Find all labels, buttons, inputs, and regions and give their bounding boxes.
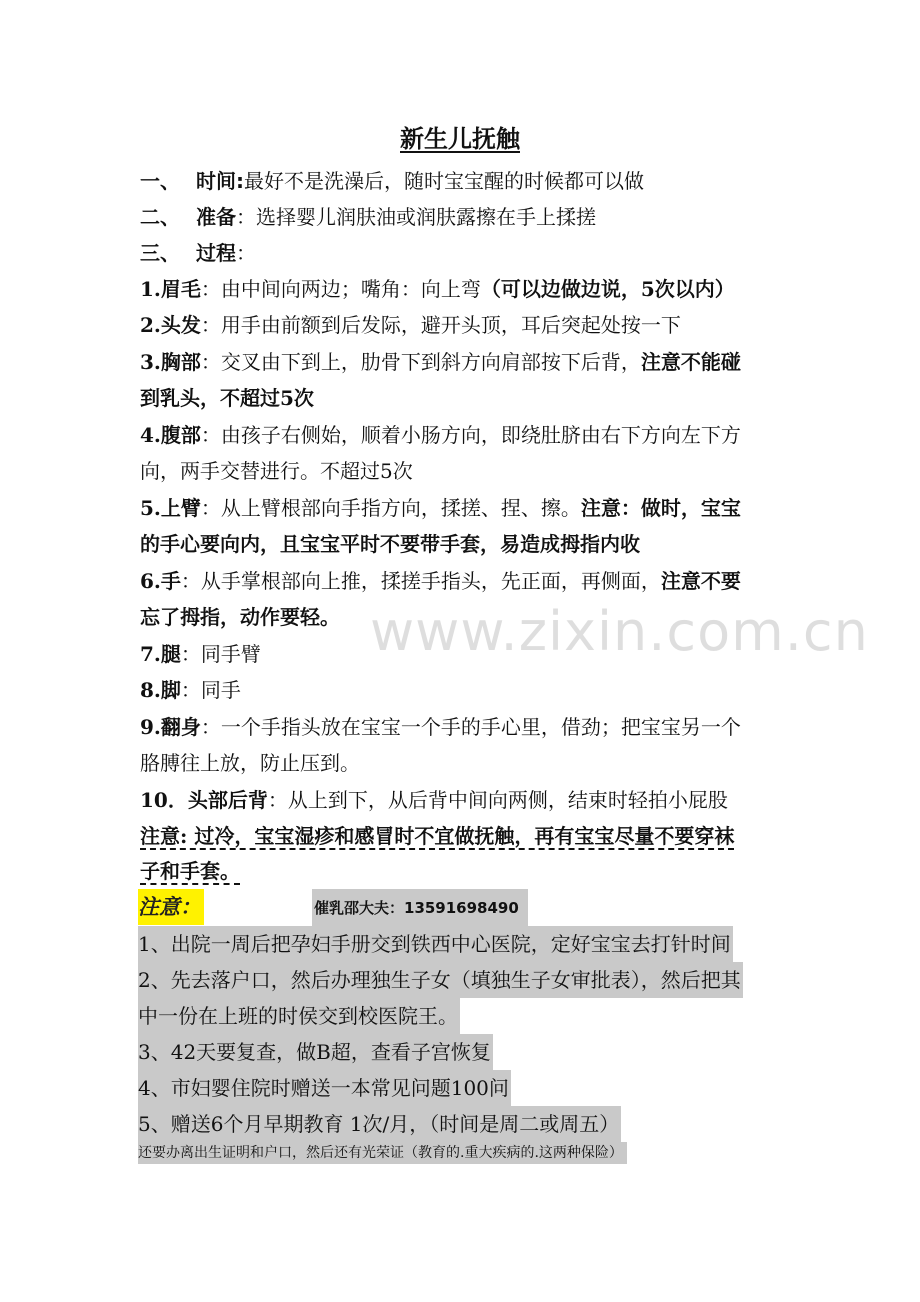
section-time: [140, 163, 785, 199]
step-hand: [140, 563, 785, 599]
step-text: ：从上到下，从后背中间向两侧，结束时轻拍小屁股: [267, 788, 728, 812]
section-number: 一、: [140, 169, 180, 193]
step-text: ：一个手指头放在宝宝一个手的手心里，借劲；把宝宝另一个: [200, 715, 741, 739]
step-arm: [140, 490, 785, 526]
step-bold: 注意不要: [660, 569, 741, 593]
step-back: [140, 782, 785, 818]
step-label: 4.腹部: [140, 423, 201, 447]
step-label: 1.眉毛: [140, 277, 201, 301]
step-eyebrow: [140, 271, 785, 307]
step-label: 7.腿: [140, 642, 181, 666]
step-label: 3.胸部: [140, 350, 201, 374]
step-text: ：用手由前额到后发际，避开头顶，耳后突起处按一下: [200, 313, 681, 337]
notice-item: 3、42天要复查，做B超，查看子宫恢复: [138, 1034, 493, 1070]
doctor-contact: 催乳邵大夫：13591698490: [312, 889, 528, 927]
step-turn-cont: 胳膊往上放，防止压到。: [140, 751, 360, 775]
section-text: ：: [236, 241, 256, 265]
step-bold: 注意：做时，宝宝: [580, 496, 741, 520]
step-hair: [140, 307, 785, 343]
notice-label: 注意：: [138, 889, 204, 925]
step-label: 8.脚: [140, 678, 181, 702]
notice-item: 1、出院一周后把孕妇手册交到铁西中心医院，定好宝宝去打针时间: [138, 926, 733, 962]
section-number: 二、: [140, 205, 180, 229]
step-label: 10．头部后背: [140, 788, 268, 812]
step-foot: [140, 672, 785, 708]
caution-text-cont: 子和手套。: [140, 859, 240, 883]
notice-item: 2、先去落户口，然后办理独生子女（填独生子女审批表），然后把其: [138, 962, 743, 998]
section-number: 三、: [140, 241, 180, 265]
step-text: ：交叉由下到上，肋骨下到斜方向肩部按下后背，: [200, 350, 641, 374]
step-label: 6.手: [140, 569, 181, 593]
step-hand-cont: 忘了拇指，动作要轻。: [140, 605, 340, 629]
step-label: 2.头发: [140, 313, 201, 337]
step-text: ：由孩子右侧始，顺着小肠方向，即绕肚脐由右下方向左下方: [200, 423, 741, 447]
step-bold: 注意不能碰: [640, 350, 741, 374]
notice-item: 5、赠送6个月早期教育 1次/月，（时间是周二或周五）: [138, 1106, 621, 1142]
section-label: 过程: [196, 241, 236, 265]
section-text: 最好不是洗澡后，随时宝宝醒的时候都可以做: [244, 169, 644, 193]
step-text: ：同手臂: [180, 642, 261, 666]
step-turn: [140, 709, 785, 745]
notice-item: 中一份在上班的时侯交到校医院王。: [138, 998, 460, 1034]
section-process: [140, 235, 785, 271]
footnote: 还要办离出生证明和户口，然后还有光荣证（教育的.重大疾病的.这两种保险）: [138, 1142, 627, 1164]
caution-text: 注意: 过冷，宝宝湿疹和感冒时不宜做抚触，再有宝宝尽量不要穿袜: [140, 824, 735, 848]
step-label: 5.上臂: [140, 496, 201, 520]
step-text: ：从手掌根部向上推，揉搓手指头，先正面，再侧面，: [180, 569, 661, 593]
step-text: ：从上臂根部向手指方向，揉搓、捏、擦。: [200, 496, 581, 520]
step-belly: [140, 417, 785, 453]
step-chest: [140, 344, 785, 380]
section-prepare: [140, 199, 785, 235]
step-bold: （可以边做边说，5次以内）: [480, 277, 735, 301]
step-chest-cont: 到乳头，不超过5次: [140, 386, 314, 410]
step-text: ：由中间向两边；嘴角：向上弯: [200, 277, 481, 301]
step-belly-cont: 向，两手交替进行。不超过5次: [140, 459, 413, 483]
section-label: 准备: [196, 205, 236, 229]
watermark: www.zixin.com.cn: [370, 600, 869, 663]
step-text: ：同手: [180, 678, 241, 702]
page-title: 新生儿抚触: [400, 125, 520, 153]
step-arm-cont: 的手心要向内，且宝宝平时不要带手套，易造成拇指内收: [140, 532, 640, 556]
section-text: ：选择婴儿润肤油或润肤露擦在手上揉搓: [236, 205, 596, 229]
notice-item: 4、市妇婴住院时赠送一本常见问题100问: [138, 1070, 511, 1106]
step-label: 9.翻身: [140, 715, 201, 739]
section-label: 时间:: [196, 169, 244, 193]
